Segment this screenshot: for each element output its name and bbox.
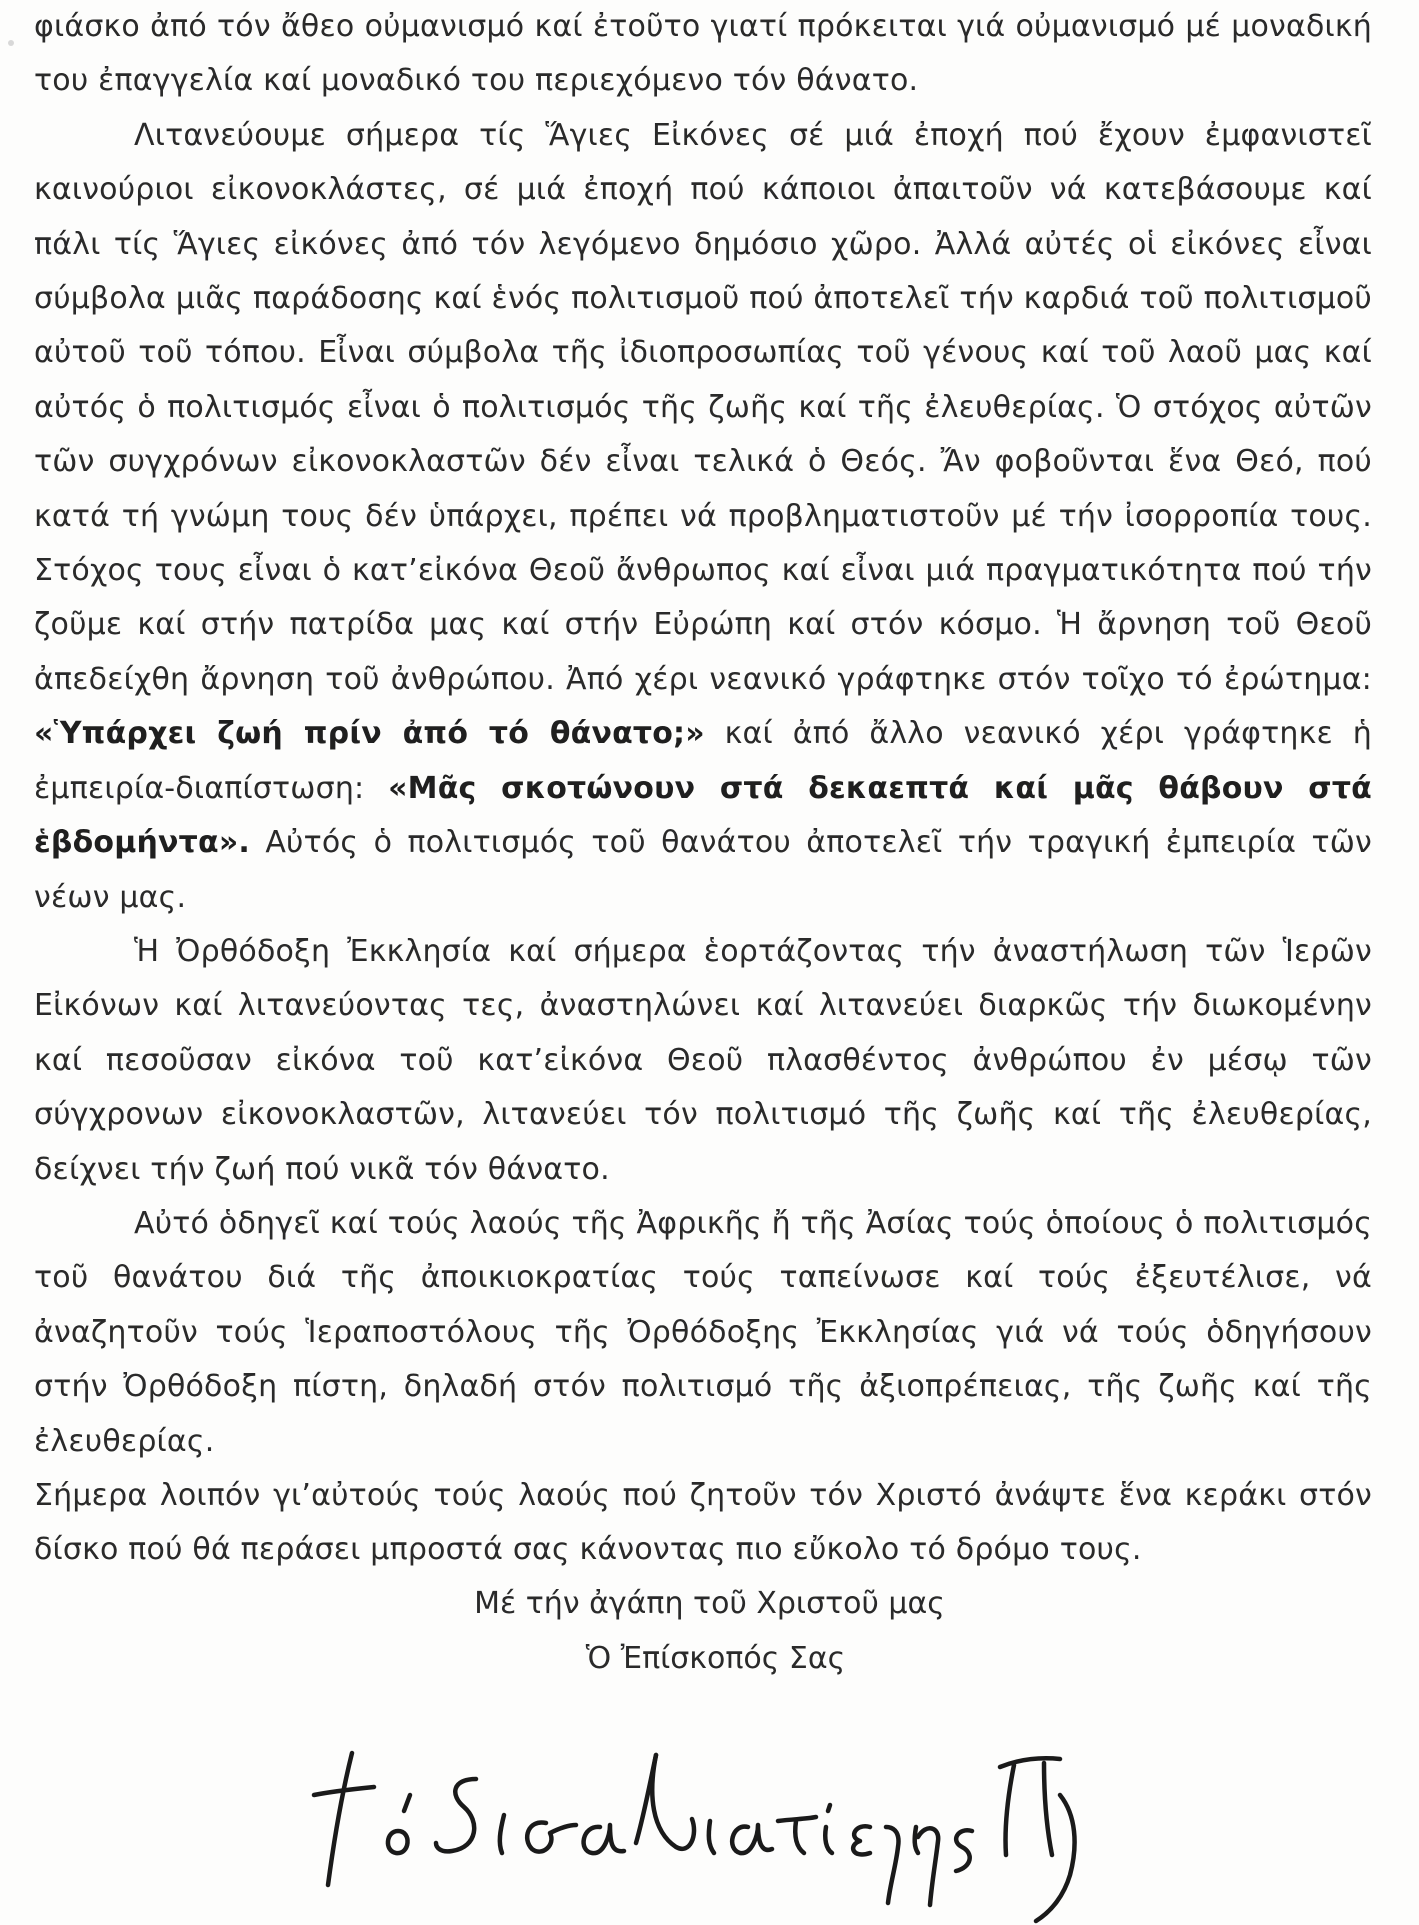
paragraph-icons-procession (34, 109, 1372, 925)
paragraph-continuation: φιάσκο ἀπό τόν ἄθεο οὐμανισμό καί ἐτοῦτο γιατί πρόκειται γιά οὐμανισμό μέ μοναδική του ἐπαγγελία καί μοναδικό του περιεχόμενο τόν θάνατο. (34, 9, 1372, 99)
letter-body (34, 0, 1372, 1578)
paragraph-text: Λιτανεύουμε σήμερα τίς Ἅγιες Εἰκόνες σέ μιά ἐποχή πού ἔχουν ἐμφανιστεῖ καινούριοι εἰκονοκλάστες, σέ μιά ἐποχή πού κάποιοι ἀπαιτοῦν νά κατεβάσουμε καί πάλι τίς Ἅγιες εἰκόνες ἀπό τόν λεγόμενο δημόσιο χῶρο. Ἀλλά αὐτές οἱ εἰκόνες εἶναι σύμβολα μιᾶς παράδοσης καί ἑνός πολιτισμοῦ πού ἀποτελεῖ τήν καρδιά τοῦ πολιτισμοῦ αὐτοῦ τοῦ τόπου. Εἶναι σύμβολα τῆς ἰδιοπροσωπίας τοῦ γένους καί τοῦ λαοῦ μας καί αὐτός ὁ πολιτισμός εἶναι ὁ πολιτισμός τῆς ζωῆς καί τῆς ἐλευθερίας. Ὁ στόχος αὐτῶν τῶν συγχρόνων εἰκονοκλαστῶν δέν εἶναι τελικά ὁ Θεός. Ἄν φοβοῦνται ἕνα Θεό, πού κατά τή γνώμη τους δέν ὑπάρχει, πρέπει νά προβληματιστοῦν μέ τήν ἰσορροπία τους. Στόχος τους εἶναι ὁ κατ’εἰκόνα Θεοῦ ἄνθρωπος καί εἶναι μιά πραγματικότητα πού τήν ζοῦμε καί στήν πατρίδα μας καί στήν Εὐρώπη καί στόν κόσμο. Ἡ ἄρνηση τοῦ Θεοῦ ἀπεδείχθη ἄρνηση τοῦ ἀνθρώπου. Ἀπό χέρι νεανικό γράφτηκε στόν τοῖχο τό ἐρώτημα: (34, 117, 1372, 697)
quote-kill-at-seventeen: «Μᾶς σκοτώνουν στά δεκαεπτά καί μᾶς θάβουν στά ἑβδομήντα». (34, 770, 1372, 861)
paper-speck (8, 40, 14, 46)
quote-life-before-death: «Ὑπάρχει ζωή πρίν ἀπό τό θάνατο;» (34, 716, 705, 752)
handwritten-signature (300, 1735, 1080, 1925)
closing-your-bishop: Ὁ Ἐπίσκοπός Σας (585, 1641, 846, 1676)
paragraph-africa-asia: Αὐτό ὁδηγεῖ καί τούς λαούς τῆς Ἀφρικῆς ἤ τῆς Ἀσίας τούς ὁποίους ὁ πολιτισμός τοῦ θανάτου διά τῆς ἀποικιοκρατίας τούς ταπείνωσε καί τούς ἐξευτέλισε, νά ἀναζητοῦν τούς Ἱεραποστόλους τῆς Ὀρθόδοξης Ἐκκλησίας γιά νά τούς ὁδηγήσουν στήν Ὀρθόδοξη πίστη, δηλαδή στόν πολιτισμό τῆς ἀξιοπρέπειας, τῆς ζωῆς καί τῆς ἐλευθερίας. (34, 1205, 1372, 1459)
closing-love-of-christ: Μέ τήν ἀγάπη τοῦ Χριστοῦ μας (474, 1586, 945, 1621)
paragraph-orthodox-church: Ἡ Ὀρθόδοξη Ἐκκλησία καί σήμερα ἑορτάζοντας τήν ἀναστήλωση τῶν Ἱερῶν Εἰκόνων καί λιτανεύοντας τες, ἀναστηλώνει καί λιτανεύει διαρκῶς τήν διωκομένην καί πεσοῦσαν εἰκόνα τοῦ κατ’εἰκόνα Θεοῦ πλασθέντος ἀνθρώπου ἐν μέσῳ τῶν σύγχρονων εἰκονοκλαστῶν, λιτανεύει τόν πολιτισμό τῆς ζωῆς καί τῆς ἐλευθερίας, δείχνει τήν ζωή πού νικᾶ τόν θάνατο. (34, 933, 1372, 1187)
paragraph-text: καί ἀπό ἄλλο νεανικό χέρι γράφτηκε ἡ ἐμπειρία-διαπίστωση: (34, 716, 1372, 806)
paragraph-candle-request: Σήμερα λοιπόν γι’αὐτούς τούς λαούς πού ζητοῦν τόν Χριστό ἀνάψτε ἕνα κεράκι στόν δίσκο πού θά περάσει μπροστά σας κάνοντας πιο εὔκολο τό δρόμο τους. (34, 1477, 1372, 1568)
paragraph-text: Αὐτός ὁ πολιτισμός τοῦ θανάτου ἀποτελεῖ τήν τραγική ἐμπειρία τῶν νέων μας. (34, 825, 1372, 915)
